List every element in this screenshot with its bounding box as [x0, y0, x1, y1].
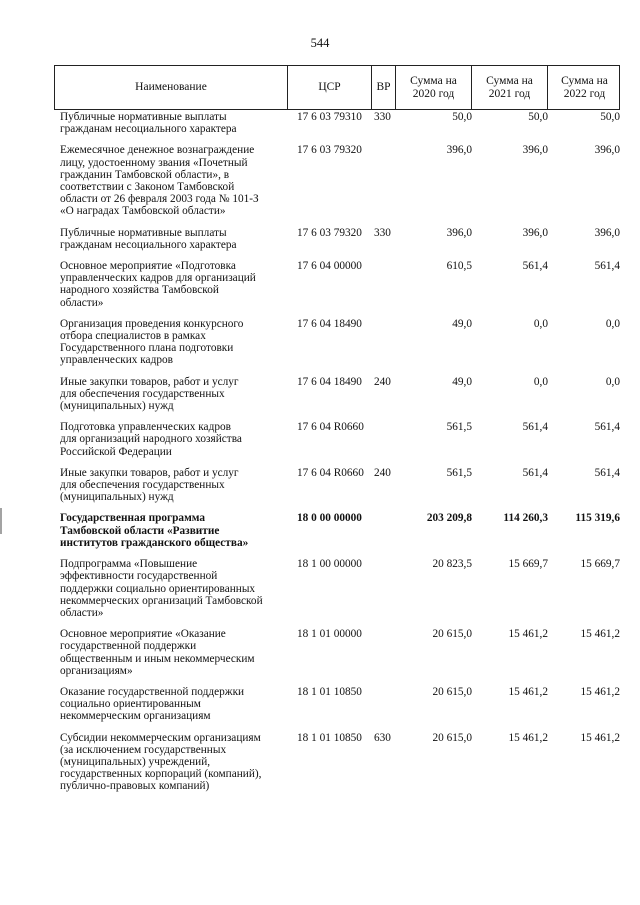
row-vr: 330 [374, 111, 391, 123]
row-sum-2021: 0,0 [533, 375, 548, 388]
row-sum-2022: 561,4 [594, 466, 620, 479]
row-sum-2022: 15 669,7 [580, 558, 620, 571]
row-sum-2022: 0,0 [605, 317, 620, 330]
row-vr [374, 558, 396, 619]
table-row [60, 376, 620, 422]
row-sum-2020: 561,5 [446, 421, 472, 434]
row-sum-2020: 610,5 [446, 260, 472, 273]
row-sum-2020: 20 615,0 [432, 628, 472, 641]
row-vr [374, 260, 396, 309]
row-sum-2020: 50,0 [452, 111, 472, 123]
header-name: Наименование [135, 81, 207, 93]
row-sum-2020: 20 615,0 [432, 731, 472, 744]
row-csr: 18 1 01 00000 [297, 628, 362, 641]
row-sum-2021: 15 461,2 [508, 731, 548, 744]
row-sum-2020: 203 209,8 [426, 512, 472, 525]
row-csr: 17 6 04 18490 [297, 375, 362, 388]
row-sum-2020: 396,0 [446, 226, 472, 239]
row-sum-2022: 396,0 [594, 226, 620, 239]
row-sum-2021: 50,0 [528, 111, 548, 123]
header-sum-2021: Сумма на 2021 год [471, 66, 547, 109]
row-sum-2022: 15 461,2 [580, 731, 620, 744]
row-csr: 18 1 01 10850 [297, 731, 362, 744]
row-vr [374, 686, 396, 723]
row-sum-2020: 49,0 [452, 317, 472, 330]
row-name: Публичные нормативные выплаты гражданам несоциального характера [60, 111, 237, 136]
row-sum-2022: 50,0 [600, 111, 620, 123]
row-sum-2021: 15 461,2 [508, 685, 548, 698]
row-name: Подпрограмма «Повышение эффективности государственной поддержки социально ориентированных некоммерческих организаций Тамбовской области» [60, 558, 263, 619]
row-sum-2020: 20 823,5 [432, 558, 472, 571]
header-vr: ВР [371, 66, 395, 109]
row-vr: 240 [374, 466, 391, 479]
row-vr [374, 144, 396, 217]
table-row [60, 111, 620, 144]
row-sum-2021: 561,4 [522, 421, 548, 434]
row-sum-2020: 49,0 [452, 375, 472, 388]
row-vr: 240 [374, 375, 391, 388]
row-sum-2021: 396,0 [522, 226, 548, 239]
row-sum-2022: 561,4 [594, 260, 620, 273]
row-vr: 630 [374, 731, 391, 744]
row-csr: 17 6 04 R0660 [297, 421, 364, 434]
row-vr [374, 628, 396, 677]
table-row [60, 227, 620, 260]
row-sum-2022: 0,0 [605, 375, 620, 388]
table-header [54, 65, 620, 110]
row-sum-2020: 561,5 [446, 466, 472, 479]
row-sum-2022: 396,0 [594, 144, 620, 157]
row-csr: 17 6 03 79320 [297, 226, 362, 239]
row-name: Основное мероприятие «Оказание государственной поддержки общественным и иным некоммерческим организациям» [60, 628, 255, 677]
row-name: Иные закупки товаров, работ и услуг для обеспечения государственных (муниципальных) нужд [60, 375, 239, 413]
row-sum-2022: 15 461,2 [580, 685, 620, 698]
table-row-program [60, 512, 620, 558]
row-vr: 330 [374, 226, 391, 239]
row-sum-2022: 115 319,6 [575, 512, 620, 525]
row-name: Подготовка управленческих кадров для организаций народного хозяйства Российской Федерации [60, 421, 242, 458]
row-sum-2022: 561,4 [594, 421, 620, 434]
row-sum-2021: 561,4 [522, 260, 548, 273]
row-name: Субсидии некоммерческим организациям (за исключением государственных (муниципальных) учреждений, государственных корпораций (компаний), публично-правовых компаний) [60, 731, 262, 793]
row-csr: 17 6 03 79310 [297, 111, 362, 123]
row-name: Государственная программа Тамбовской области «Развитие институтов гражданского общества» [60, 512, 249, 549]
table-row [60, 686, 620, 732]
page-number: 544 [310, 36, 330, 50]
header-sum-2020: Сумма на 2020 год [395, 66, 471, 109]
row-csr: 17 6 04 18490 [297, 317, 362, 330]
row-sum-2021: 561,4 [522, 466, 548, 479]
row-vr [374, 421, 396, 458]
row-name: Организация проведения конкурсного отбора специалистов в рамках Государственного плана подготовки управленческих кадров [60, 317, 244, 367]
row-csr: 17 6 04 00000 [297, 260, 362, 273]
row-sum-2022: 15 461,2 [580, 628, 620, 641]
row-sum-2021: 396,0 [522, 144, 548, 157]
header-csr: ЦСР [287, 66, 371, 109]
row-name: Публичные нормативные выплаты гражданам несоциального характера [60, 226, 237, 251]
row-vr [374, 318, 396, 367]
table-row [60, 421, 620, 467]
row-sum-2021: 15 461,2 [508, 628, 548, 641]
table-row [60, 732, 620, 802]
row-csr: 18 1 01 10850 [297, 685, 362, 698]
row-sum-2020: 396,0 [446, 144, 472, 157]
table-row [60, 260, 620, 318]
scan-margin-mark [0, 508, 7, 534]
row-name: Основное мероприятие «Подготовка управленческих кадров для организаций народного хозяйства Тамбовской области» [60, 260, 256, 309]
table-row [60, 318, 620, 376]
row-sum-2020: 20 615,0 [432, 685, 472, 698]
row-name: Оказание государственной поддержки социально ориентированным некоммерческим организациям [60, 685, 245, 723]
header-sum-2022: Сумма на 2022 год [547, 66, 621, 109]
row-csr: 18 0 00 00000 [297, 512, 362, 525]
table-body [60, 111, 620, 802]
row-sum-2021: 15 669,7 [508, 558, 548, 571]
row-sum-2021: 0,0 [533, 317, 548, 330]
table-row [60, 628, 620, 686]
row-csr: 17 6 04 R0660 [297, 466, 364, 479]
row-name: Ежемесячное денежное вознаграждение лицу, удостоенному звания «Почетный гражданин Тамбовской области», в соответствии с Законом Тамбовской области от 26 февраля 2003 года № 101-З «О наградах Тамбовской области» [60, 144, 259, 218]
row-name: Иные закупки товаров, работ и услуг для обеспечения государственных (муниципальных) нужд [60, 466, 239, 504]
row-sum-2021: 114 260,3 [503, 512, 548, 525]
table-row [60, 558, 620, 628]
row-csr: 17 6 03 79320 [297, 144, 362, 157]
row-csr: 18 1 00 00000 [297, 558, 362, 571]
row-vr [374, 512, 396, 549]
table-row [60, 467, 620, 513]
table-row [60, 144, 620, 226]
